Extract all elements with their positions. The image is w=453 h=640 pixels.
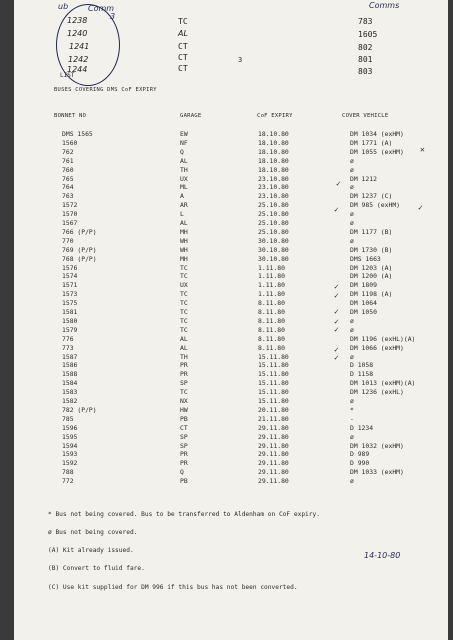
cof-expiry-date: 1.11.80 — [258, 290, 285, 299]
bonnet-number: 761 — [62, 156, 74, 165]
handwritten-right-note: Comms — [369, 1, 400, 10]
count-value: 801 — [358, 55, 373, 64]
x-mark-icon: ✕ — [420, 145, 425, 154]
garage-code: PR — [180, 450, 188, 459]
bonnet-number: 1596 — [62, 423, 78, 432]
table-row — [14, 317, 448, 325]
cof-expiry-date: 8.11.80 — [258, 325, 285, 334]
handwritten-bus-number: 1238 — [67, 16, 88, 25]
cover-vehicle: D 1234 — [350, 423, 374, 432]
table-row — [14, 130, 448, 138]
cover-vehicle: DM 985 (exHM) — [350, 201, 401, 210]
bonnet-number: 1595 — [62, 432, 78, 441]
table-row — [14, 246, 448, 254]
table-row — [14, 370, 448, 378]
cover-vehicle: DM 1196 (exHL)(A) — [350, 334, 416, 343]
cover-vehicle: ø — [350, 397, 354, 405]
garage-code: Q — [180, 468, 184, 477]
garage-code: AL — [180, 219, 188, 227]
garage-code: CT — [178, 64, 188, 73]
cof-expiry-date: 8.11.80 — [258, 308, 285, 316]
cover-vehicle: - — [350, 414, 354, 423]
cover-vehicle: DM 1034 (exHM) — [350, 130, 404, 138]
note-not-covered: ø Bus not being covered. — [48, 529, 138, 536]
cof-expiry-date: 23.10.80 — [258, 183, 289, 192]
garage-code: UX — [180, 281, 188, 290]
tick-icon: ✓ — [334, 307, 339, 316]
cof-expiry-date: 15.11.80 — [258, 370, 289, 379]
cover-vehicle: DM 1050 — [350, 308, 377, 316]
garage-code: SP — [180, 379, 188, 388]
table-row — [14, 397, 448, 405]
garage-code: CT — [178, 42, 188, 51]
bonnet-number: 768 (P/P) — [62, 254, 97, 263]
cof-expiry-date: 8.11.80 — [258, 316, 285, 325]
table-row — [14, 290, 448, 298]
cover-vehicle: ø — [350, 156, 354, 165]
cover-vehicle: ø — [350, 316, 354, 325]
cover-vehicle: DM 1730 (B) — [350, 245, 393, 254]
table-row — [14, 201, 448, 209]
garage-code: TH — [180, 352, 188, 361]
cof-expiry-date: 15.11.80 — [258, 379, 289, 388]
cof-expiry-date: 29.11.80 — [258, 477, 289, 486]
cover-vehicle: DM 1203 (A) — [350, 263, 393, 272]
garage-code: CT — [180, 423, 188, 432]
garage-code: AL — [180, 334, 188, 343]
table-row — [14, 308, 448, 316]
bonnet-number: 1570 — [62, 210, 78, 219]
bonnet-number: 1560 — [62, 138, 78, 147]
garage-code: NX — [180, 397, 188, 405]
cover-vehicle: * — [350, 405, 354, 414]
cover-vehicle: ø — [350, 432, 354, 441]
cof-expiry-date: 23.10.80 — [258, 174, 289, 183]
bonnet-number: 1573 — [62, 290, 78, 299]
cof-expiry-date: 30.10.80 — [258, 245, 289, 254]
page-number: 3 — [238, 56, 243, 64]
bonnet-number: 1586 — [62, 361, 78, 370]
garage-code: PR — [180, 361, 188, 370]
cover-vehicle: D 989 — [350, 450, 370, 459]
bonnet-number: 1576 — [62, 263, 78, 272]
cover-vehicle: ø — [350, 165, 354, 174]
count-value: 803 — [358, 67, 373, 76]
cof-expiry-date: 18.10.80 — [258, 138, 289, 147]
table-row — [14, 379, 448, 387]
cof-expiry-date: 1.11.80 — [258, 281, 285, 290]
bonnet-number: 1581 — [62, 308, 78, 316]
cof-expiry-date: 8.11.80 — [258, 343, 285, 352]
cof-expiry-date: 21.11.80 — [258, 414, 289, 423]
tick-icon: ✓ — [334, 282, 339, 291]
garage-code: AL — [178, 29, 188, 38]
handwritten-corner-note-3: 3 — [110, 12, 116, 21]
cof-expiry-date: 8.11.80 — [258, 299, 285, 308]
cof-expiry-date: 18.10.80 — [258, 130, 289, 138]
garage-code: PB — [180, 414, 188, 423]
bonnet-number: 1584 — [62, 379, 78, 388]
cover-vehicle: DM 1212 — [350, 174, 377, 183]
cover-vehicle: DM 1032 (exHM) — [350, 441, 404, 450]
garage-code: TC — [180, 299, 188, 308]
table-row — [14, 326, 448, 334]
bonnet-number: DMS 1565 — [62, 130, 93, 138]
garage-code: Q — [180, 147, 184, 156]
table-row — [14, 255, 448, 263]
bonnet-number: 1572 — [62, 201, 78, 210]
table-row — [14, 219, 448, 227]
cof-expiry-date: 18.10.80 — [258, 165, 289, 174]
note-kit-dm996: (C) Use kit supplied for DM 996 if this bus has not been converted. — [48, 584, 298, 591]
garage-code: TC — [178, 17, 188, 26]
garage-code: TC — [180, 325, 188, 334]
cof-expiry-date: 20.11.80 — [258, 405, 289, 414]
garage-code: AR — [180, 201, 188, 210]
garage-code: TC — [180, 316, 188, 325]
bonnet-number: 769 (P/P) — [62, 245, 97, 254]
table-row — [14, 157, 448, 165]
cof-expiry-date: 15.11.80 — [258, 352, 289, 361]
cof-expiry-date: 25.10.80 — [258, 210, 289, 219]
table-row — [14, 335, 448, 343]
bonnet-number: 760 — [62, 165, 74, 174]
table-row — [14, 442, 448, 450]
table-row — [14, 424, 448, 432]
garage-code: WH — [180, 236, 188, 245]
garage-code: MH — [180, 227, 188, 236]
garage-code: L — [180, 210, 184, 219]
garage-code: CT — [178, 53, 188, 62]
cof-expiry-date: 15.11.80 — [258, 361, 289, 370]
table-row — [14, 281, 448, 289]
table-row — [14, 477, 448, 485]
cof-expiry-date: 15.11.80 — [258, 397, 289, 405]
cof-expiry-date: 29.11.80 — [258, 459, 289, 468]
bonnet-number: 1582 — [62, 397, 78, 405]
bonnet-number: 766 (P/P) — [62, 227, 97, 236]
cover-vehicle: D 990 — [350, 459, 370, 468]
table-row — [14, 353, 448, 361]
bonnet-number: 1579 — [62, 325, 78, 334]
tick-icon: ✓ — [334, 205, 339, 214]
table-row — [14, 388, 448, 396]
cof-expiry-date: 15.11.80 — [258, 388, 289, 397]
bonnet-number: 1593 — [62, 450, 78, 459]
cover-vehicle: DM 1236 (exHL) — [350, 388, 404, 397]
bonnet-number: 772 — [62, 477, 74, 486]
table-row — [14, 210, 448, 218]
cof-expiry-date: 29.11.80 — [258, 450, 289, 459]
note-fluid-fare: (B) Convert to fluid fare. — [48, 565, 145, 572]
garage-code: PB — [180, 477, 188, 486]
garage-code: PR — [180, 370, 188, 379]
cof-expiry-date: 23.10.80 — [258, 192, 289, 201]
cof-expiry-date: 18.10.80 — [258, 156, 289, 165]
bonnet-number: 773 — [62, 343, 74, 352]
tick-icon: ✓ — [334, 325, 339, 334]
table-row — [14, 139, 448, 147]
garage-code: PR — [180, 459, 188, 468]
garage-code: UX — [180, 174, 188, 183]
note-asterisk: * Bus not being covered. Bus to be transferred to Aldenham on CoF expiry. — [48, 511, 320, 518]
cover-vehicle: D 1158 — [350, 370, 374, 379]
table-row — [14, 192, 448, 200]
tick-icon: ✓ — [334, 345, 339, 354]
cover-vehicle: DM 1809 — [350, 281, 377, 290]
cof-expiry-date: 25.10.80 — [258, 227, 289, 236]
document-page — [14, 0, 448, 640]
garage-code: EW — [180, 130, 188, 138]
table-row — [14, 459, 448, 467]
table-row — [14, 237, 448, 245]
bonnet-number: 776 — [62, 334, 74, 343]
column-header-garage: GARAGE — [180, 113, 202, 119]
note-kit-issued: (A) Kit already issued. — [48, 547, 134, 554]
garage-code: TC — [180, 290, 188, 299]
bonnet-number: 1580 — [62, 316, 78, 325]
garage-code: WH — [180, 245, 188, 254]
column-header-cover: COVER VEHICLE — [342, 113, 389, 119]
table-row — [14, 468, 448, 476]
count-value: 783 — [358, 17, 373, 26]
table-row — [14, 166, 448, 174]
bonnet-number: 1567 — [62, 219, 78, 227]
cover-vehicle: ø — [350, 352, 354, 361]
table-row — [14, 450, 448, 458]
garage-code: AL — [180, 156, 188, 165]
bonnet-number: 1574 — [62, 272, 78, 281]
cof-expiry-date: 30.10.80 — [258, 236, 289, 245]
cof-expiry-date: 30.10.80 — [258, 254, 289, 263]
bonnet-number: 788 — [62, 468, 74, 477]
garage-code: TC — [180, 263, 188, 272]
bonnet-number: 764 — [62, 183, 74, 192]
column-header-expiry: CoF EXPIRY — [257, 113, 293, 119]
list-label: LIST — [60, 72, 75, 79]
handwritten-bus-number: 1242 — [68, 55, 89, 64]
cover-vehicle: ø — [350, 210, 354, 219]
table-row — [14, 183, 448, 191]
bonnet-number: 1594 — [62, 441, 78, 450]
cover-vehicle: ø — [350, 219, 354, 227]
document-heading: BUSES COVERING DMS CoF EXPIRY — [54, 87, 157, 93]
table-row — [14, 433, 448, 441]
cover-vehicle: DM 1064 — [350, 299, 377, 308]
bonnet-number: 785 — [62, 414, 74, 423]
handwritten-bus-number: 1240 — [67, 29, 88, 38]
bonnet-number: 782 (P/P) — [62, 405, 97, 414]
tick-icon: ✓ — [336, 179, 341, 188]
bonnet-number: 763 — [62, 192, 74, 201]
count-value: 802 — [358, 43, 373, 52]
cover-vehicle: DM 1200 (A) — [350, 272, 393, 281]
cof-expiry-date: 25.10.80 — [258, 201, 289, 210]
cof-expiry-date: 29.11.80 — [258, 432, 289, 441]
table-row — [14, 228, 448, 236]
garage-code: MH — [180, 254, 188, 263]
bonnet-number: 1575 — [62, 299, 78, 308]
cover-vehicle: DM 1066 (exHM) — [350, 343, 404, 352]
table-row — [14, 361, 448, 369]
cof-expiry-date: 8.11.80 — [258, 334, 285, 343]
table-row — [14, 299, 448, 307]
cof-expiry-date: 25.10.80 — [258, 219, 289, 227]
cof-expiry-date: 18.10.80 — [258, 147, 289, 156]
bonnet-number: 1587 — [62, 352, 78, 361]
cof-expiry-date: 1.11.80 — [258, 272, 285, 281]
garage-code: SP — [180, 432, 188, 441]
handwritten-bus-number: 1244 — [67, 65, 88, 74]
cover-vehicle: DM 1033 (exHM) — [350, 468, 404, 477]
tick-icon: ✓ — [418, 203, 423, 212]
table-row — [14, 175, 448, 183]
garage-code: HW — [180, 405, 188, 414]
garage-code: AL — [180, 343, 188, 352]
bonnet-number: 770 — [62, 236, 74, 245]
bonnet-number: 1583 — [62, 388, 78, 397]
garage-code: TC — [180, 272, 188, 281]
garage-code: TH — [180, 165, 188, 174]
cover-vehicle: DM 1198 (A) — [350, 290, 393, 299]
garage-code: TC — [180, 388, 188, 397]
table-row — [14, 415, 448, 423]
bonnet-number: 1588 — [62, 370, 78, 379]
table-row — [14, 406, 448, 414]
handwritten-bus-number: 1241 — [69, 42, 90, 51]
garage-code: TC — [180, 308, 188, 316]
cover-vehicle: ø — [350, 325, 354, 334]
table-row — [14, 344, 448, 352]
cover-vehicle: D 1058 — [350, 361, 374, 370]
cover-vehicle: DMS 1663 — [350, 254, 381, 263]
garage-code: SP — [180, 441, 188, 450]
handwritten-corner-note: ub — [58, 2, 69, 11]
handwritten-date: 14-10-80 — [364, 551, 401, 560]
garage-code: NF — [180, 138, 188, 147]
cover-vehicle: DM 1055 (exHM) — [350, 147, 404, 156]
garage-code: A — [180, 192, 184, 201]
handwritten-corner-note-2: Comm — [88, 4, 115, 13]
table-row — [14, 148, 448, 156]
cover-vehicle: DM 1177 (B) — [350, 227, 393, 236]
column-header-bonnet: BONNET NO — [54, 113, 87, 119]
tick-icon: ✓ — [334, 291, 339, 300]
table-row — [14, 264, 448, 272]
cover-vehicle: ø — [350, 477, 354, 486]
cof-expiry-date: 1.11.80 — [258, 263, 285, 272]
garage-code: ML — [180, 183, 188, 192]
cof-expiry-date: 29.11.80 — [258, 468, 289, 477]
bonnet-number: 1592 — [62, 459, 78, 468]
cof-expiry-date: 29.11.80 — [258, 423, 289, 432]
cover-vehicle: ø — [350, 183, 354, 192]
table-row — [14, 272, 448, 280]
bonnet-number: 765 — [62, 174, 74, 183]
cover-vehicle: DM 1771 (A) — [350, 138, 393, 147]
cover-vehicle: DM 1237 (C) — [350, 192, 393, 201]
bonnet-number: 1571 — [62, 281, 78, 290]
cover-vehicle: ø — [350, 236, 354, 245]
cover-vehicle: DM 1013 (exHM)(A) — [350, 379, 416, 388]
cof-expiry-date: 29.11.80 — [258, 441, 289, 450]
count-value: 1605 — [358, 30, 378, 39]
tick-icon: ✓ — [334, 317, 339, 326]
bonnet-number: 762 — [62, 147, 74, 156]
tick-icon: ✓ — [334, 353, 339, 362]
